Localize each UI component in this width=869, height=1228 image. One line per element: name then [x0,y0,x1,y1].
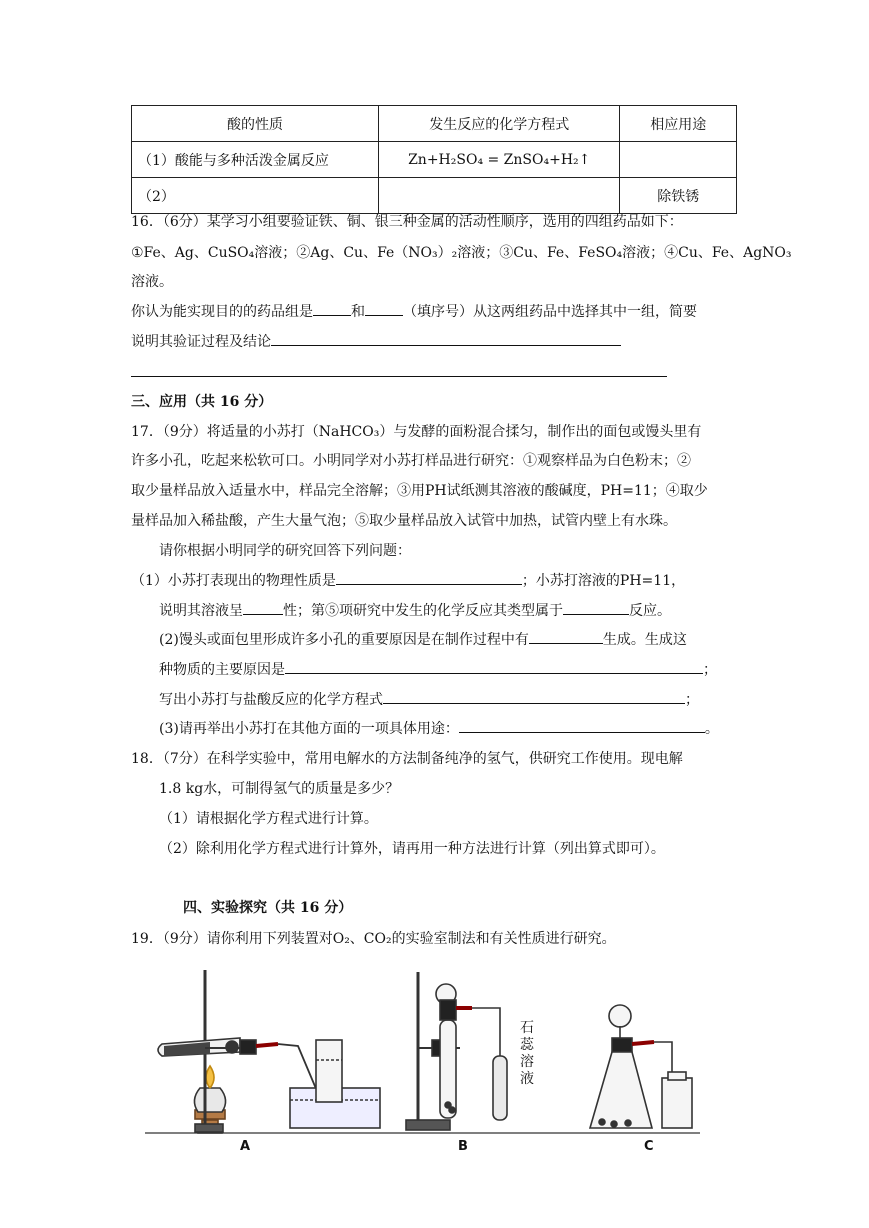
header-use: 相应用途 [620,106,737,142]
q17-p2-prompt: (2)馒头或面包里形成许多小孔的重要原因是在制作过程中有 [159,632,529,648]
row1-equation: Zn+H₂SO₄ = ZnSO₄+H₂↑ [379,142,620,178]
q16-line1: 16．（6分）某学习小组要验证铁、铜、银三种金属的活动性顺序，选用的四组药品如下： [131,214,683,230]
q17-part2-line2 [159,659,717,679]
q17-p2-semicolon2: ； [685,692,699,708]
row1-property: （1）酸能与多种活泼金属反应 [132,142,379,178]
q17-p1-blank-reaction[interactable] [563,600,629,615]
q16-line2: ①Fe、Ag、CuSO₄溶液；②Ag、Cu、Fe（NO₃）₂溶液；③Cu、Fe、FeSO₄溶液；④Cu、Fe、AgNO₃ [131,245,792,261]
q17-p3-prompt: (3)请再举出小苏打在其他方面的一项具体用途： [159,721,459,737]
q17-p1-solution: 说明其溶液呈 [159,603,243,619]
q19-line1: 19．（9分）请你利用下列装置对O₂、CO₂的实验室制法和有关性质进行研究。 [131,931,616,947]
q17-part3 [159,718,719,738]
q16-and: 和 [351,304,365,320]
q16-line4 [131,301,697,321]
apparatus-figure [140,960,710,1160]
row2-use: 除铁锈 [620,178,737,214]
q17-line5: 请你根据小明同学的研究回答下列问题： [159,543,411,559]
q16-conclusion-blank[interactable] [271,331,621,346]
row2-property: （2） [132,178,379,214]
table-header-row [132,106,737,142]
q16-blank-1[interactable] [313,301,351,316]
label-a: A [240,1139,251,1154]
q17-p2-cont: 生成。生成这 [602,632,687,648]
q18-line3: （1）请根据化学方程式进行计算。 [159,811,378,827]
q18-line2: 1.8 kg水，可制得氢气的质量是多少？ [159,781,400,797]
q17-p1-blank-nature[interactable] [243,600,283,615]
row2-equation [379,178,620,214]
section3-heading: 三、应用（共 16 分） [131,394,273,410]
label-c: C [644,1139,654,1154]
header-equation: 发生反应的化学方程式 [379,106,620,142]
q17-p2-semicolon: ； [703,662,717,678]
q17-p2-blank-gas[interactable] [529,629,603,644]
apparatus-b [406,972,507,1130]
q16-instruction: （填序号）从这两组药品中选择其中一组，简要 [403,304,697,320]
q18-line4: （2）除利用化学方程式进行计算外，请再用一种方法进行计算（列出算式即可）。 [159,841,665,857]
q17-p3-end: 。 [704,721,719,737]
q17-p1-prompt: （1）小苏打表现出的物理性质是 [131,573,336,589]
q16-prompt: 你认为能实现目的的药品组是 [131,304,313,320]
litmus-label: 石蕊溶液 [520,1020,534,1087]
q17-part2-line3 [159,689,699,709]
q16-answer-line[interactable] [131,376,667,377]
q16-blank-2[interactable] [365,301,403,316]
q17-line1: 17．（9分）将适量的小苏打（NaHCO₃）与发酵的面粉混合揉匀，制作出的面包或馒头里有 [131,424,702,440]
q17-line3: 取少量样品放入适量水中，样品完全溶解；③用PH试纸测其溶液的酸碱度，PH=11；④取少 [131,483,708,499]
q16-conclusion-prompt: 说明其验证过程及结论 [131,334,271,350]
q17-line4: 量样品加入稀盐酸，产生大量气泡；⑤取少量样品放入试管中加热，试管内壁上有水珠。 [131,513,677,529]
acid-properties-table [131,105,737,214]
q16-line3: 溶液。 [131,274,173,290]
q17-p2-equation: 写出小苏打与盐酸反应的化学方程式 [159,692,383,708]
table-row [132,178,737,214]
q17-p1-type: 性；第⑤项研究中发生的化学反应其类型属于 [283,603,563,619]
q17-p2-blank-equation[interactable] [383,689,685,704]
q17-p1-end: 反应。 [629,603,671,619]
q17-p1-ph: ；小苏打溶液的PH=11， [521,573,686,589]
q17-p2-reason: 种物质的主要原因是 [159,662,285,678]
table-row [132,142,737,178]
q17-p2-blank-reason[interactable] [285,659,703,674]
header-property: 酸的性质 [132,106,379,142]
q17-part2-line1 [159,629,687,649]
q18-line1: 18．（7分）在科学实验中，常用电解水的方法制备纯净的氢气，供研究工作使用。现电解 [131,751,683,767]
q17-p3-blank-use[interactable] [459,718,705,733]
apparatus-a [158,970,380,1133]
section4-heading: 四、实验探究（共 16 分） [183,900,353,916]
q17-part1-line2 [159,600,671,620]
q17-p1-blank-physical[interactable] [336,570,522,585]
q17-part1-line1 [131,570,685,590]
q17-line2: 许多小孔，吃起来松软可口。小明同学对小苏打样品进行研究：①观察样品为白色粉末；② [131,453,691,469]
apparatus-c [590,1005,692,1128]
q16-line5 [131,331,621,351]
label-b: B [458,1139,468,1154]
row1-use [620,142,737,178]
